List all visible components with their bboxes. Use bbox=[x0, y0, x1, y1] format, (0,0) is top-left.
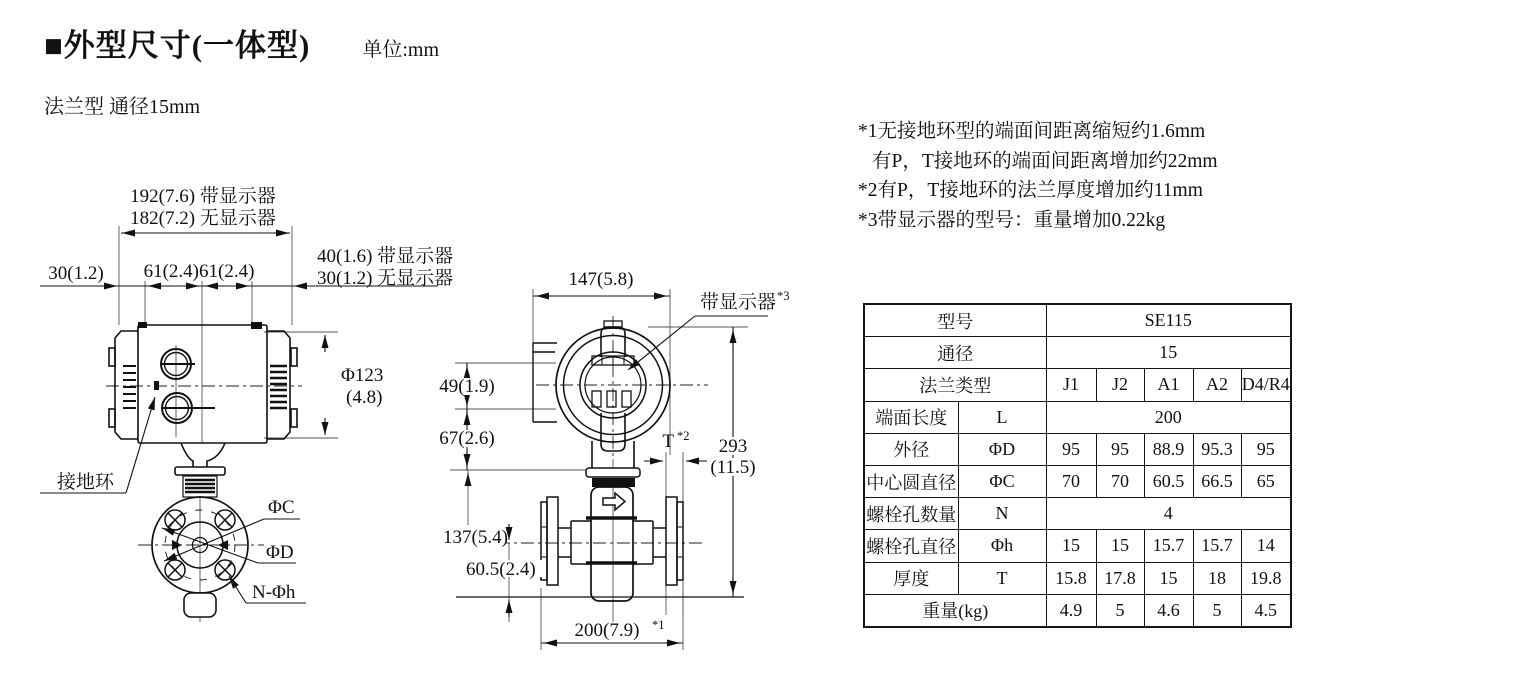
value-cell: 70 bbox=[1046, 465, 1096, 497]
dim-height: 293 bbox=[718, 436, 748, 457]
value-cell: 95 bbox=[1096, 433, 1144, 465]
dim-67: 67(2.6) bbox=[439, 428, 495, 449]
dim-face-length: 200(7.9) bbox=[574, 620, 640, 641]
table-row-model bbox=[864, 304, 1291, 337]
value-cell: 70 bbox=[1096, 465, 1144, 497]
front-extension-lines bbox=[119, 226, 338, 622]
table-row-outer-diameter bbox=[864, 433, 1291, 465]
value-cell: 15 bbox=[1096, 530, 1144, 562]
value-cell: 5 bbox=[1193, 594, 1241, 627]
value-cell: 4.5 bbox=[1241, 594, 1291, 627]
value-cell: 4.9 bbox=[1046, 594, 1096, 627]
value-cell: 88.9 bbox=[1144, 433, 1193, 465]
flow-direction-arrow-icon bbox=[603, 493, 625, 510]
value-cell: 200 bbox=[1046, 401, 1291, 433]
label-phi-d: ΦD bbox=[266, 542, 294, 563]
value-cell: J2 bbox=[1096, 369, 1144, 401]
transmitter-head bbox=[533, 321, 670, 451]
row-label-cell: 螺栓孔数量 bbox=[864, 498, 958, 530]
side-view-drawing bbox=[439, 269, 789, 650]
value-cell: 15.8 bbox=[1046, 562, 1096, 594]
value-cell: 14 bbox=[1241, 530, 1291, 562]
row-label-cell: 重量(kg) bbox=[864, 594, 1046, 627]
symbol-cell: N bbox=[958, 498, 1046, 530]
dim-height-inch: (11.5) bbox=[710, 457, 756, 478]
row-label-cell: 中心圆直径 bbox=[864, 465, 958, 497]
value-cell: 95 bbox=[1046, 433, 1096, 465]
row-label-cell: 厚度 bbox=[864, 562, 958, 594]
row-label-cell: 通径 bbox=[864, 337, 1046, 369]
value-cell: 15 bbox=[1046, 530, 1096, 562]
table-row-flange-type bbox=[864, 369, 1291, 401]
row-label-cell: 型号 bbox=[864, 304, 1046, 337]
row-label-cell: 端面长度 bbox=[864, 401, 958, 433]
dim-body-diameter-inch: (4.8) bbox=[346, 387, 383, 408]
ground-ring-label: 接地环 bbox=[57, 472, 115, 493]
value-cell: 66.5 bbox=[1193, 465, 1241, 497]
dim-conduit-spacing: 61(2.4)61(2.4) bbox=[143, 261, 255, 282]
front-view-drawing bbox=[40, 185, 453, 622]
front-solid-details bbox=[138, 322, 262, 390]
table-row-face-length bbox=[864, 401, 1291, 433]
table-row-bolt-hole-diameter bbox=[864, 530, 1291, 562]
table-row-bolt-count bbox=[864, 498, 1291, 530]
page-title: ■外型尺寸(一体型) bbox=[44, 28, 311, 63]
dim-49: 49(1.9) bbox=[439, 376, 495, 397]
row-label-cell: 外径 bbox=[864, 433, 958, 465]
value-cell: 15 bbox=[1144, 562, 1193, 594]
value-cell: 15 bbox=[1046, 337, 1291, 369]
value-cell: J1 bbox=[1046, 369, 1096, 401]
dim-body-diameter: Φ123 bbox=[341, 365, 384, 386]
symbol-cell: ΦD bbox=[958, 433, 1046, 465]
footnote-1: *1无接地环型的端面间距离缩短约1.6mm bbox=[858, 121, 1206, 142]
dim-width-with-display: 192(7.6) 带显示器 bbox=[130, 186, 276, 207]
value-cell: 4.6 bbox=[1144, 594, 1193, 627]
dim-width-without-display: 182(7.2) 无显示器 bbox=[130, 208, 276, 229]
table-row-diameter bbox=[864, 337, 1291, 369]
value-cell: 60.5 bbox=[1144, 465, 1193, 497]
dim-left-offset: 30(1.2) bbox=[48, 263, 104, 284]
symbol-cell: Φh bbox=[958, 530, 1046, 562]
value-cell: 15.7 bbox=[1144, 530, 1193, 562]
dim-head-width: 147(5.8) bbox=[568, 269, 634, 290]
dim-137: 137(5.4) bbox=[443, 527, 508, 548]
value-cell: 18 bbox=[1193, 562, 1241, 594]
value-cell: 65 bbox=[1241, 465, 1291, 497]
value-cell: A2 bbox=[1193, 369, 1241, 401]
label-phi-c: ΦC bbox=[268, 497, 295, 518]
dim-60-5: 60.5(2.4) bbox=[466, 559, 536, 580]
row-label-cell: 法兰类型 bbox=[864, 369, 1046, 401]
display-note-ref: *3 bbox=[777, 289, 790, 303]
value-cell: SE115 bbox=[1046, 304, 1291, 337]
converter-body bbox=[109, 325, 297, 475]
footnote-2: *2有P，T接地环的法兰厚度增加约11mm bbox=[858, 180, 1203, 201]
sensor-pipe-body bbox=[541, 487, 683, 601]
table-row-thickness bbox=[864, 562, 1291, 594]
variant-subtitle: 法兰型 通径15mm bbox=[44, 96, 201, 118]
value-cell: D4/R4 bbox=[1241, 369, 1291, 401]
display-option-label: 带显示器 bbox=[700, 292, 777, 313]
unit-label: 单位:mm bbox=[362, 39, 440, 61]
ground-ring-mark bbox=[154, 381, 159, 390]
value-cell: A1 bbox=[1144, 369, 1193, 401]
ground-ring-stack-side bbox=[592, 478, 635, 487]
vent-ribs bbox=[123, 366, 287, 408]
dim-right-offset-display: 40(1.6) 带显示器 bbox=[317, 246, 454, 267]
dim-flange-thickness: T bbox=[662, 431, 674, 452]
value-cell: 19.8 bbox=[1241, 562, 1291, 594]
value-cell: 5 bbox=[1096, 594, 1144, 627]
dim-flange-thickness-ref: *2 bbox=[677, 429, 690, 443]
row-label-cell: 螺栓孔直径 bbox=[864, 530, 958, 562]
footnote-1b: 有P，T接地环的端面间距离增加约22mm bbox=[872, 150, 1218, 172]
table-row-weight bbox=[864, 594, 1291, 627]
footnote-3: *3带显示器的型号：重量增加0.22kg bbox=[858, 209, 1166, 231]
front-centerlines bbox=[106, 386, 302, 545]
value-cell: 17.8 bbox=[1096, 562, 1144, 594]
value-cell: 95 bbox=[1241, 433, 1291, 465]
label-n-phi-h: N-Φh bbox=[252, 582, 296, 603]
value-cell: 4 bbox=[1046, 498, 1291, 530]
dim-right-offset-no-display: 30(1.2) 无显示器 bbox=[317, 268, 454, 289]
value-cell: 95.3 bbox=[1193, 433, 1241, 465]
value-cell: 15.7 bbox=[1193, 530, 1241, 562]
ground-ring-stack bbox=[183, 476, 217, 497]
table-row-bolt-circle bbox=[864, 465, 1291, 497]
symbol-cell: T bbox=[958, 562, 1046, 594]
symbol-cell: ΦC bbox=[958, 465, 1046, 497]
spec-table bbox=[863, 303, 1292, 628]
pipe-flanges bbox=[541, 497, 683, 585]
dim-face-length-ref: *1 bbox=[652, 618, 665, 632]
symbol-cell: L bbox=[958, 401, 1046, 433]
